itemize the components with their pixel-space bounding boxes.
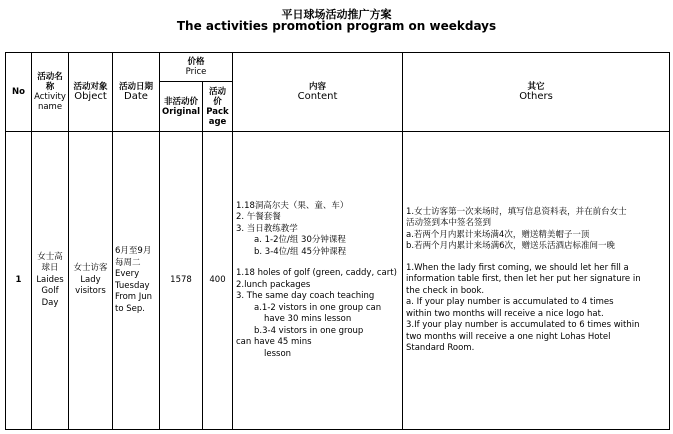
header-original: 非活动价 Original bbox=[160, 82, 203, 132]
header-activity-name: 活动名称 Activity name bbox=[32, 53, 69, 132]
cell-package-price: 400 bbox=[203, 132, 233, 430]
header-no: No bbox=[6, 53, 32, 132]
header-package: 活动价 Package bbox=[203, 82, 233, 132]
header-others: 其它 Others bbox=[403, 53, 670, 132]
cell-no: 1 bbox=[6, 132, 32, 430]
cell-object: 女士访客 Lady visitors bbox=[69, 132, 113, 430]
header-date: 活动日期 Date bbox=[113, 53, 160, 132]
cell-date: 6月至9月每周二 Every Tuesday From Jun to Sep. bbox=[113, 132, 160, 430]
title-english: The activities promotion program on weekdays bbox=[176, 19, 497, 33]
header-price: 价格 Price bbox=[160, 53, 233, 82]
cell-others: 1.女士访客第一次来场时，填写信息资料表，并在前台女士 活动签到本中签名签到 a.若两个月内累计来场满4次，赠送精美帽子一顶 b.若两个月内累计来场满6次，赠送乐活酒店标准间一晚 1.When the lady first coming, we should let her fill a information table first, then let her put her signature in the check in book. a. If your play number is accumulated to 4 times within two months will receive a nice logo hat. 3.If your play number is accumulated to 6 times within two months will receive a one night Lohas Hotel Standard Room. bbox=[403, 132, 670, 430]
cell-original-price: 1578 bbox=[160, 132, 203, 430]
header-content: 内容 Content bbox=[233, 53, 403, 132]
promotion-table bbox=[5, 52, 670, 430]
title-chinese: 平日球场活动推广方案 bbox=[281, 8, 392, 21]
table-row bbox=[6, 132, 670, 430]
cell-content: 1.18洞高尔夫（果、童、车） 2. 午餐套餐 3. 当日教练教学 a. 1-2位/组 30分钟课程 b. 3-4位/组 45分钟课程 1.18 holes of golf (green, caddy, cart) 2.lunch packages 3. The same day coach teaching a.1-2 vistors in one group can have 30 mins lesson b.3-4 vistors in one group can have 45 mins lesson bbox=[233, 132, 403, 430]
header-object: 活动对象 Object bbox=[69, 53, 113, 132]
cell-activity-name: 女士高球日 Laides Golf Day bbox=[32, 132, 69, 430]
header-row-1 bbox=[6, 53, 670, 82]
